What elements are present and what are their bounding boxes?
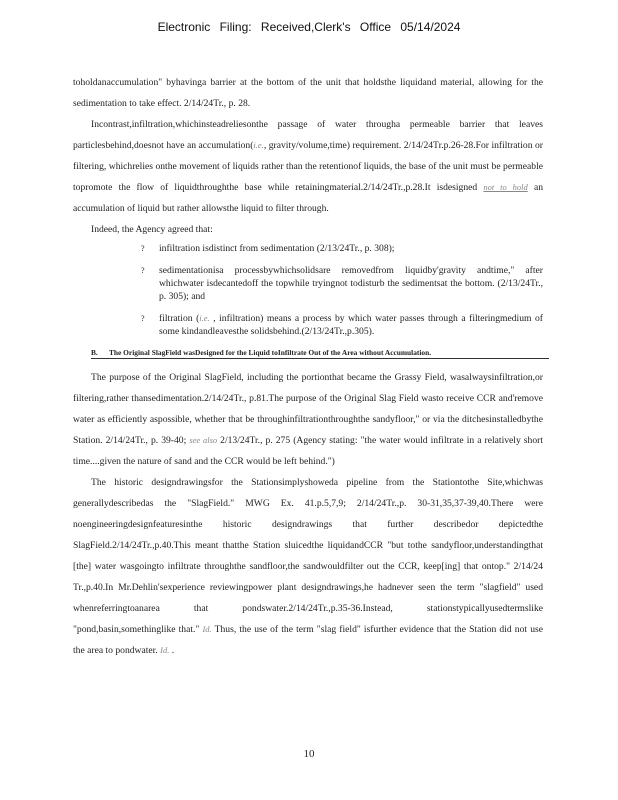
paragraph-2-part-a: Incontrast,infiltration,whichinsteadreliesonthe passage of water througha permeable barrier that leaves particlesbehind,doesnot have an accumulation( <box>73 119 543 151</box>
paragraph-1: toholdanaccumulation" byhavinga barrier at the bottom of the unit that holdsthe liquidand material, allowing for the sedimentation to take effect. 2/14/24Tr., p. 28. <box>73 77 543 109</box>
paragraph-3: Indeed, the Agency agreed that: <box>91 224 213 235</box>
list-item <box>141 242 543 255</box>
list-item <box>141 264 543 303</box>
section-letter: B. <box>91 348 98 357</box>
bullet-2-text: sedimentationisa processbywhichsolidsare removedfrom liquidby'gravity andtime," after whichwater isdecantedoff the topwhile tryingnot todisturb the sedimentsat the bottom. (2/13/24Tr., p. 305); and <box>159 265 543 302</box>
list-item <box>141 312 543 338</box>
paragraph-4-see-also: see also <box>189 435 218 445</box>
paragraph-2-not-to-hold: not to hold <box>483 182 528 192</box>
bullet-marker: ? <box>141 266 145 275</box>
document-body <box>73 72 543 661</box>
paragraph-5-part-b: Thus, the use of the term "slag field" isfurther evidence that the Station did not use the area to pondwater. <box>73 624 543 656</box>
section-title: The Original SlagField wasDesigned for the Liquid toInfiltrate Out of the Area without Accumulation. <box>109 348 432 357</box>
paragraph-4 <box>73 367 543 472</box>
paragraph-5-id-1: Id. <box>202 624 212 634</box>
paragraph-2-part-c: an accumulation of liquid but rather allowsthe liquid to filter through. <box>73 182 543 214</box>
bullet-1-text: infiltration isdistinct from sedimentation (2/13/24Tr., p. 308); <box>159 243 395 254</box>
bullet-marker: ? <box>141 314 145 323</box>
bullet-3-part-a: filtration ( <box>159 313 200 324</box>
bullet-3-ie: i.e. <box>199 313 210 323</box>
paragraph-5-part-a: The historic designdrawingsfor the Stationsimplyshoweda pipeline from the Stationtothe Site,whichwas generallydescribedas the "SlagField." MWG Ex. 41.p.5,7,9; 2/14/24Tr.,p. 30-31,35,37-39,40.There were noengineeringdesignfeaturesinthe historic designdrawings that further describedor depictedthe SlagField.2/14/24Tr.,p.40.This meant thatthe Station sluicedthe liquidandCCR "but tothe sandyfloor,understandingthat [the] water wasgoingto infiltrate throughthe sandfloor,the sandwouldfilter out the CCR, keep[ing] that ontop." 2/14/24 Tr.,p.40.In Mr.Dehlin'sexperience reviewingpower plant designdrawings,he hadnever seen the term "slagfield" used whenreferringtoanarea that pondswater.2/14/24Tr.,p.35-36.Instead, stationstypicallyusedtermslike "pond,basin,somethinglike that." <box>73 477 543 635</box>
filing-header: Electronic Filing: Received,Clerk's Office 05/14/2024 <box>157 20 461 34</box>
page-number: 10 <box>303 748 315 760</box>
paragraph-2-part-b: , gravity/volume,time) requirement. 2/14/24Tr.p.26-28.For infiltration or filtering, whichrelies onthe movement of liquids rather than the retentionof liquids, the base of the unit must be permeable topromote the flow of liquidthroughthe base while retainingmaterial.2/14/24Tr.,p.28.It isdesigned <box>73 140 543 193</box>
paragraph-4-part-a: The purpose of the Original SlagField, including the portionthat became the Grassy Field, wasalwaysinfiltration,or filtering,rather thansedimentation.2/14/24Tr., p.81.The purpose of the Original Slag Field wasto receive CCR and'remove water as efficiently aspossible, whether that be throughinfiltrationthroughthe sandyfloor," or via the ditchesinstalledbythe Station. 2/14/24Tr., p. 39-40; <box>73 372 543 446</box>
paragraph-5-id-2: Id. <box>160 645 170 655</box>
bullet-3-part-b: , infiltration) means a process by which water passes through a filteringmedium of some kindandleavesthe solidsbehind.(2/13/24Tr.,p.305). <box>159 313 543 337</box>
paragraph-5-part-c: . <box>169 645 175 656</box>
paragraph-5 <box>73 472 543 661</box>
bullet-marker: ? <box>141 244 145 253</box>
section-heading-b <box>91 347 549 359</box>
paragraph-2 <box>73 114 543 219</box>
agreement-list <box>73 242 543 338</box>
paragraph-2-ie: i.e. <box>253 140 264 150</box>
paragraph-4-part-b: 2/13/24Tr., p. 275 (Agency stating: "the water would infiltrate in a relatively short time....given the nature of sand and the CCR would be left behind.") <box>73 435 543 467</box>
